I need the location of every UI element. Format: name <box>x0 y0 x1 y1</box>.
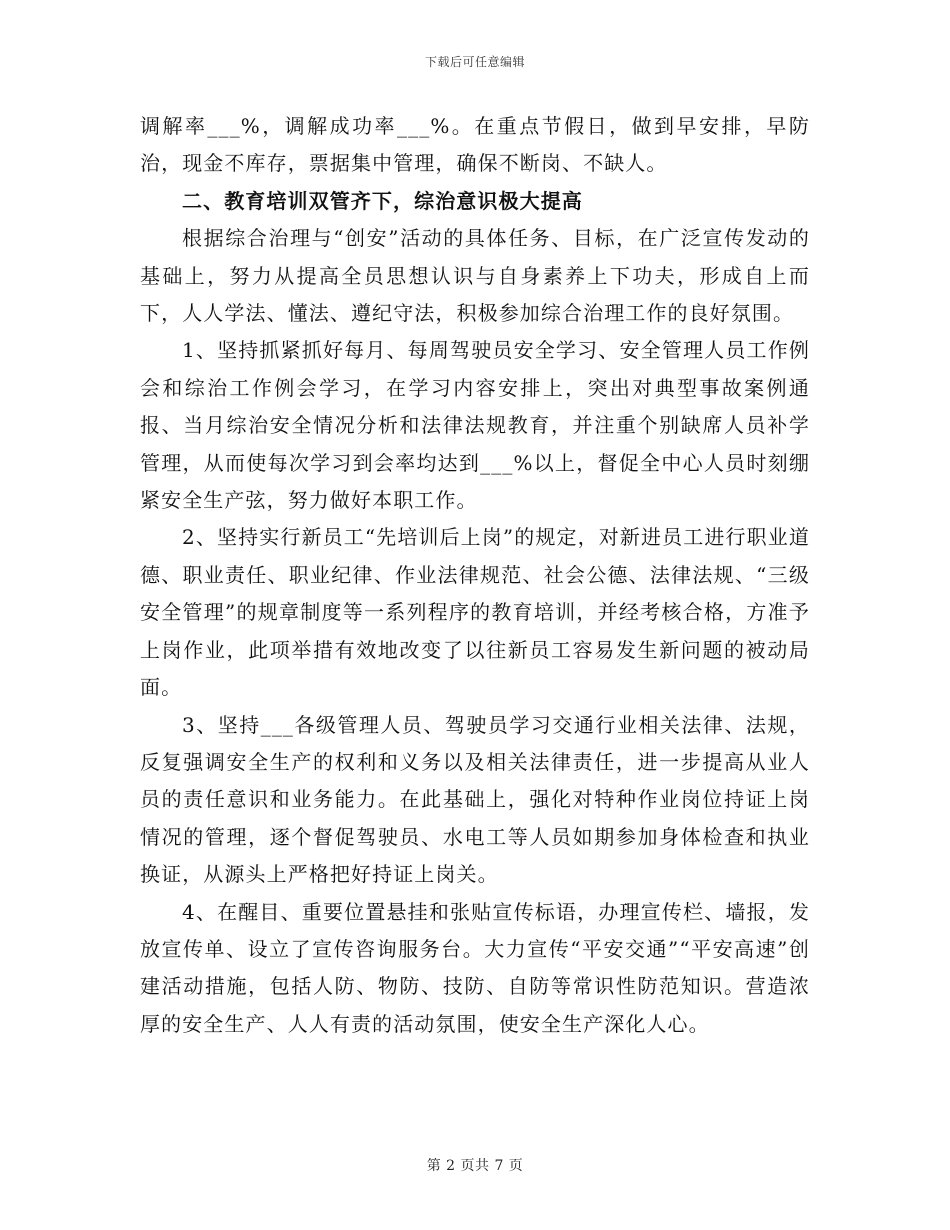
page-header: 下载后可任意编辑 <box>424 55 525 69</box>
paragraph-item-2: 2、坚持实行新员工“先培训后上岗”的规定，对新进员工进行职业道德、职业责任、职业纪律、作业法律规范、社会公德、法律法规、“三级安全管理”的规章制度等一系列程序的教育培训，并经考核合格，方准予上岗作业，此项举措有效地改变了以往新员工容易发生新问题的被动局面。 <box>140 525 810 700</box>
paragraph-item-4: 4、在醒目、重要位置悬挂和张贴宣传标语，办理宣传栏、墙报，发放宣传单、设立了宣传咨询服务台。大力宣传“平安交通”“平安高速”创建活动措施，包括人防、物防、技防、自防等常识性防范知识。营造浓厚的安全生产、人人有责的活动氛围，使安全生产深化人心。 <box>140 899 810 1036</box>
document-body <box>140 108 810 1043</box>
paragraph-item-3: 3、坚持___各级管理人员、驾驶员学习交通行业相关法律、法规，反复强调安全生产的权利和义务以及相关法律责任，进一步提高从业人员的责任意识和业务能力。在此基础上，强化对特种作业岗位持证上岗情况的管理，逐个督促驾驶员、水电工等人员如期参加身体检查和执业换证，从源头上严格把好持证上岗关。 <box>140 712 810 887</box>
paragraph-continuation: 调解率___%，调解成功率___%。在重点节假日，做到早安排，早防治，现金不库存，票据集中管理，确保不断岗、不缺人。 <box>140 114 810 176</box>
paragraph-item-1: 1、坚持抓紧抓好每月、每周驾驶员安全学习、安全管理人员工作例会和综治工作例会学习，在学习内容安排上，突出对典型事故案例通报、当月综治安全情况分析和法律法规教育，并注重个别缺席人员补学管理，从而使每次学习到会率均达到___%以上，督促全中心人员时刻绷紧安全生产弦，努力做好本职工作。 <box>140 338 810 513</box>
section-heading: 二、教育培训双管齐下，综治意识极大提高 <box>182 188 583 213</box>
page-footer: 第 2 页共 7 页 <box>426 1158 524 1174</box>
paragraph-intro: 根据综合治理与“创安”活动的具体任务、目标，在广泛宣传发动的基础上，努力从提高全员思想认识与自身素养上下功夫，形成自上而下，人人学法、懂法、遵纪守法，积极参加综合治理工作的良好氛围。 <box>140 226 810 326</box>
